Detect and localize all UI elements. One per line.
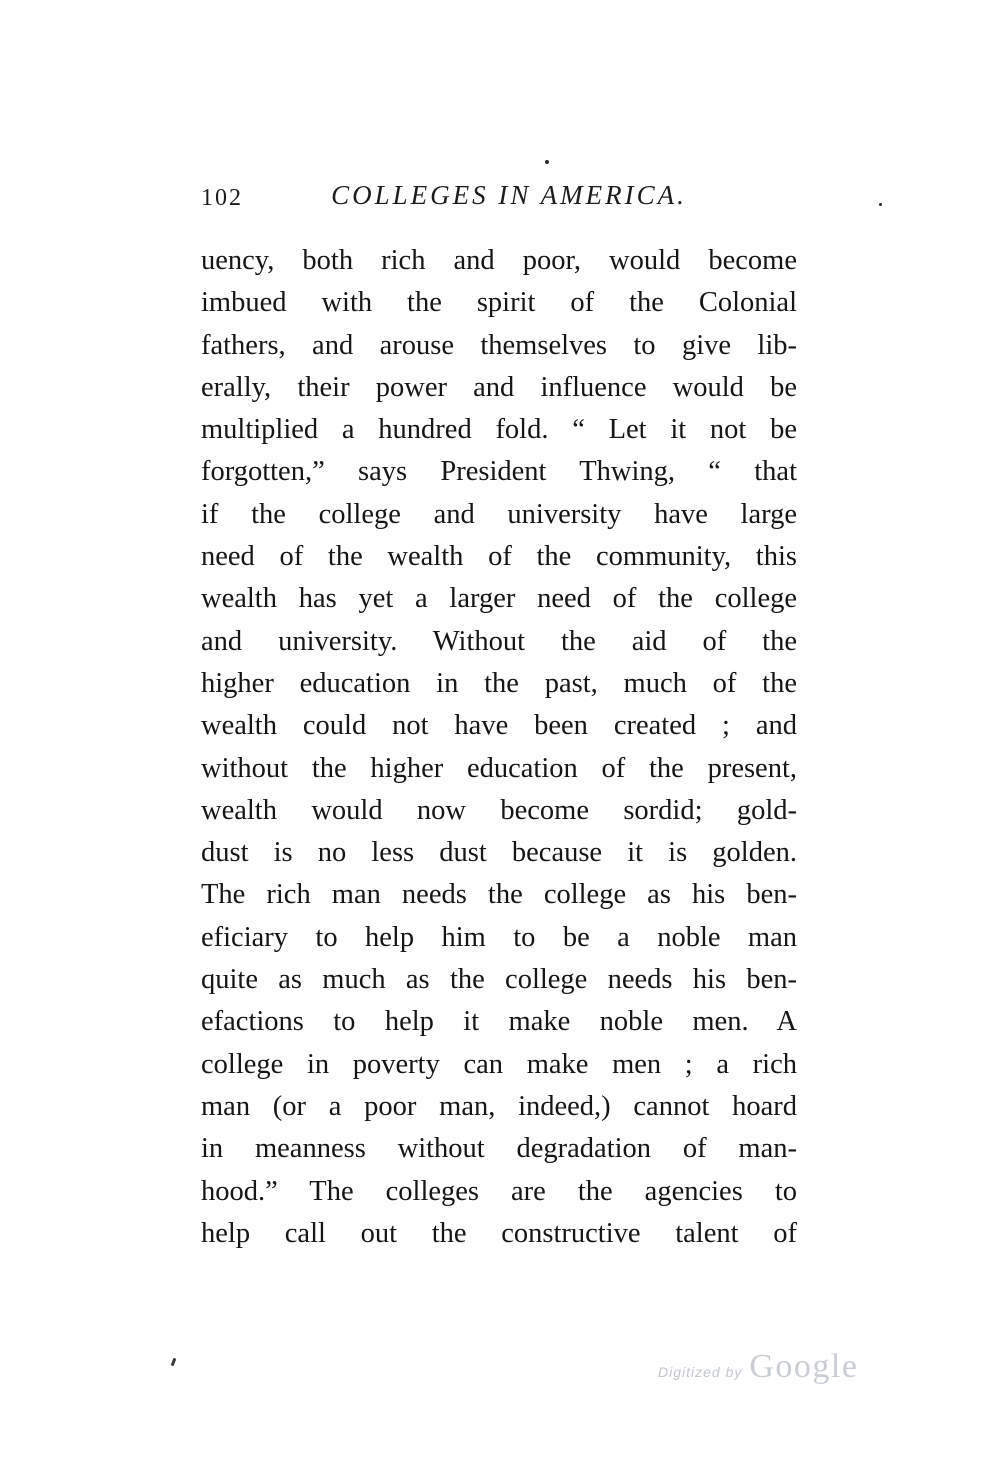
scan-artifact-dot — [545, 160, 549, 164]
text-line: uency, both rich and poor, would become — [201, 245, 797, 276]
page-number: 102 — [201, 185, 243, 211]
text-line: multiplied a hundred fold. “ Let it not be — [201, 414, 797, 446]
body-text — [201, 240, 797, 1255]
google-logo-text: Google — [749, 1348, 859, 1385]
text-line: in meanness without degradation of man- — [201, 1133, 797, 1165]
text-line: eficiary to help him to be a noble man — [201, 921, 797, 953]
text-line: erally, their power and influence would be — [201, 371, 797, 403]
text-line: quite as much as the college needs his ben- — [201, 964, 797, 996]
scan-artifact-mark — [171, 1358, 177, 1367]
text-line: dust is no less dust because it is golden. — [201, 837, 797, 869]
text-line: higher education in the past, much of the — [201, 667, 797, 699]
text-line: fathers, and arouse themselves to give lib- — [201, 329, 797, 361]
watermark — [658, 1348, 858, 1386]
text-line: wealth has yet a larger need of the college — [201, 583, 797, 615]
text-line: forgotten,” says President Thwing, “ that — [201, 456, 797, 488]
running-header — [201, 180, 797, 216]
text-line: college in poverty can make men ; a rich — [201, 1048, 797, 1080]
text-line: efactions to help it make noble men. A — [201, 1006, 797, 1038]
scan-artifact-dot — [879, 203, 882, 206]
text-line: if the college and university have large — [201, 498, 797, 530]
text-line: help call out the constructive talent of — [201, 1217, 797, 1249]
running-header-title: COLLEGES IN AMERICA. — [331, 180, 687, 210]
text-line: need of the wealth of the community, this — [201, 541, 797, 573]
digitized-by-label: Digitized by — [658, 1364, 743, 1380]
text-line: without the higher education of the present, — [201, 752, 797, 784]
text-line: The rich man needs the college as his ben- — [201, 879, 797, 911]
text-line: wealth could not have been created ; and — [201, 710, 797, 742]
text-line: and university. Without the aid of the — [201, 625, 797, 657]
text-line: wealth would now become sordid; gold- — [201, 794, 797, 826]
text-line: man (or a poor man, indeed,) cannot hoard — [201, 1090, 797, 1122]
text-line: hood.” The colleges are the agencies to — [201, 1175, 797, 1207]
text-line: imbued with the spirit of the Colonial — [201, 287, 797, 319]
